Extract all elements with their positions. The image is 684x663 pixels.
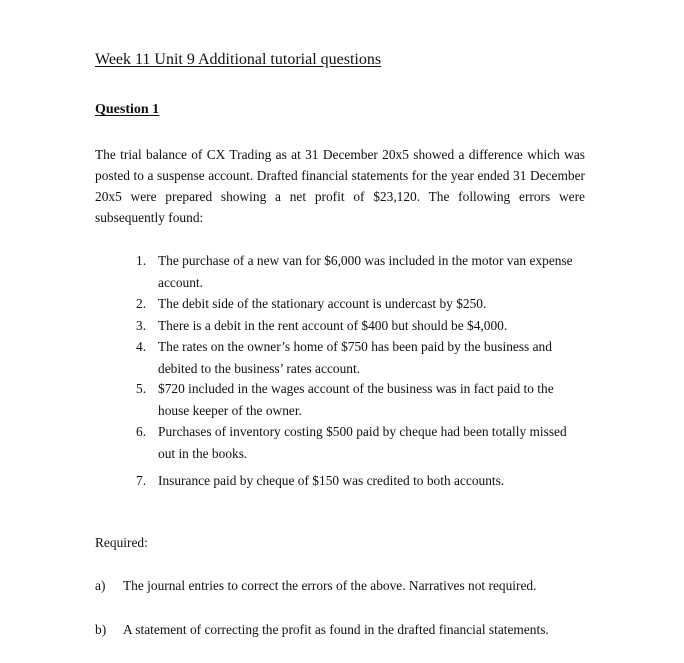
document-title: Week 11 Unit 9 Additional tutorial questions [95, 51, 382, 68]
list-item-number: 1. [136, 253, 147, 268]
list-item-number: 7. [136, 473, 147, 488]
list-item [136, 250, 586, 293]
required-item [95, 622, 549, 638]
required-item [95, 578, 536, 594]
required-item-text: A statement of correcting the profit as found in the drafted financial statements. [123, 622, 549, 637]
required-item-letter: a) [95, 578, 106, 593]
list-item-number: 3. [136, 318, 147, 333]
list-item-text: Insurance paid by cheque of $150 was credited to both accounts. [158, 473, 505, 488]
question-intro: The trial balance of CX Trading as at 31 December 20x5 showed a difference which was posted to a suspense account. Drafted financial statements for the year ended 31 December 20x5 were prepared showing a net profit of $23,120. The following errors were subsequently found: [95, 147, 585, 225]
list-item-number: 2. [136, 296, 147, 311]
list-item [136, 293, 586, 315]
list-item-text: Purchases of inventory costing $500 paid by cheque had been totally missed out in the books. [158, 424, 567, 461]
required-label: Required: [95, 535, 148, 550]
question-heading: Question 1 [95, 102, 160, 117]
list-item [136, 470, 586, 492]
list-item [136, 421, 586, 464]
list-item-text: The rates on the owner’s home of $750 has been paid by the business and debited to the business’ rates account. [158, 339, 552, 376]
list-item-text: $720 included in the wages account of the business was in fact paid to the house keeper of the owner. [158, 381, 554, 418]
list-item-number: 4. [136, 339, 147, 354]
list-item-number: 5. [136, 381, 147, 396]
list-item [136, 315, 586, 337]
list-item-number: 6. [136, 424, 147, 439]
list-item-text: The debit side of the stationary account is undercast by $250. [158, 296, 487, 311]
list-item [136, 378, 586, 421]
required-item-letter: b) [95, 622, 107, 637]
list-item-text: There is a debit in the rent account of $400 but should be $4,000. [158, 318, 508, 333]
required-item-text: The journal entries to correct the errors of the above. Narratives not required. [123, 578, 537, 593]
list-item-text: The purchase of a new van for $6,000 was included in the motor van expense account. [158, 253, 573, 290]
list-item [136, 336, 586, 379]
